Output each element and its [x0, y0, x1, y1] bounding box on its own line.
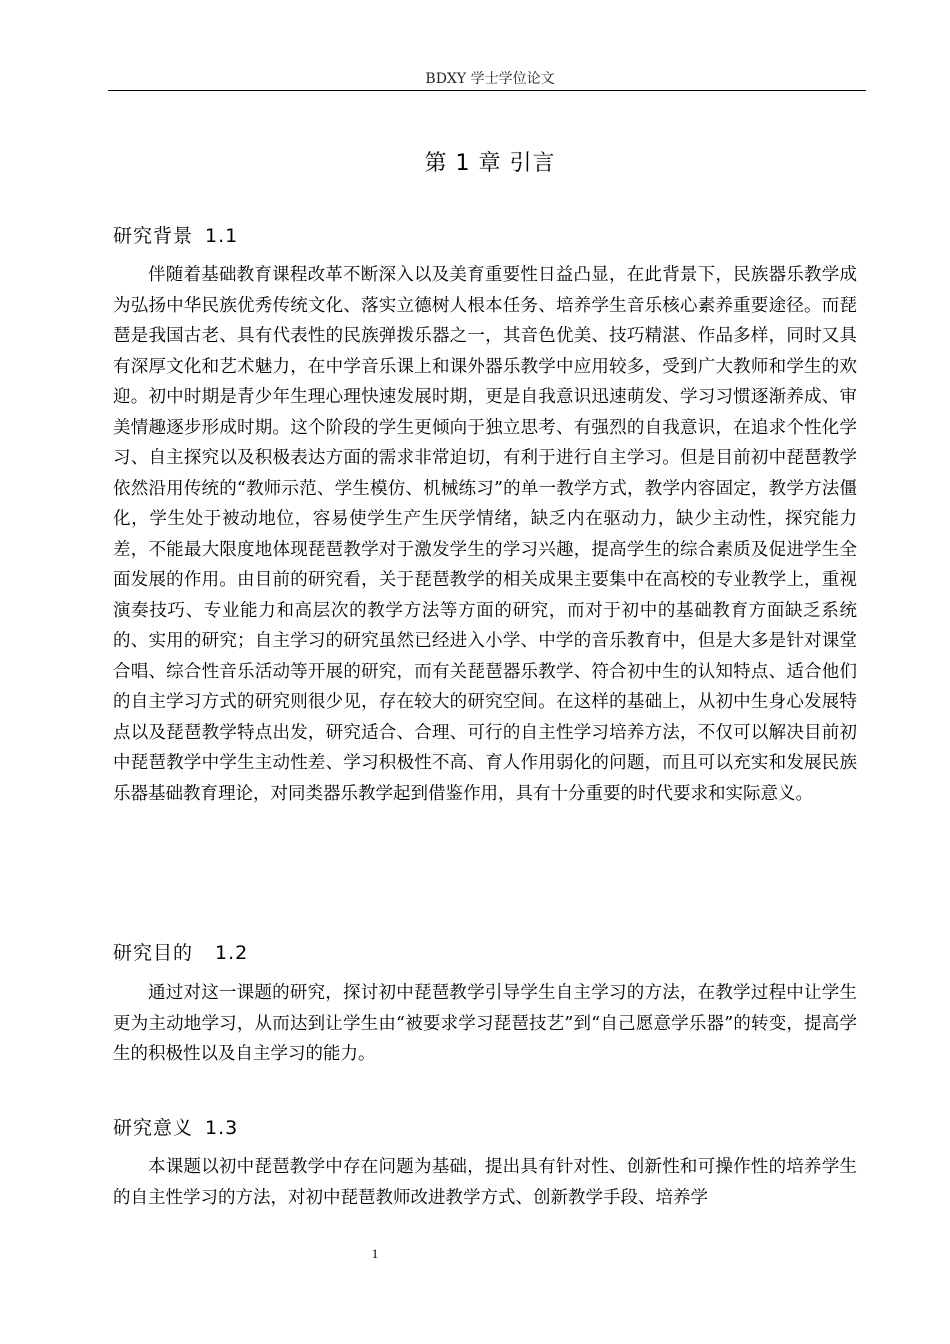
section-body-1-2: 通过对这一课题的研究，探讨初中琵琶教学引导学生自主学习的方法，在教学过程中让学生更为主动地学习，从而达到让学生由“被要求学习琵琶技艺”到“自己愿意学乐器”的转变，提高学生的积极性以及自主学习的能力。 [113, 983, 857, 1064]
section-number: 1.3 [205, 1117, 239, 1139]
section-title: 研究背景 [113, 225, 194, 247]
section-heading-1-1 [113, 221, 238, 248]
section-body-1-3: 本课题以初中琵琶教学中存在问题为基础，提出具有针对性、创新性和可操作性的培养学生的自主性学习的方法，对初中琵琶教师改进教学方式、创新教学手段、培养学 [113, 1157, 857, 1208]
section-number: 1.1 [205, 225, 239, 247]
section-title: 研究意义 [113, 1117, 194, 1139]
section-body-1-1: 伴随着基础教育课程改革不断深入以及美育重要性日益凸显，在此背景下，民族器乐教学成为弘扬中华民族优秀传统文化、落实立德树人根本任务、培养学生音乐核心素养重要途径。而琵琶是我国古老、具有代表性的民族弹拨乐器之一，其音色优美、技巧精湛、作品多样，同时又具有深厚文化和艺术魅力，在中学音乐课上和课外器乐教学中应用较多，受到广大教师和学生的欢迎。初中时期是青少年生理心理快速发展时期，更是自我意识迅速萌发、学习习惯逐渐养成、审美情趣逐步形成时期。这个阶段的学生更倾向于独立思考、有强烈的自我意识，在追求个性化学习、自主探究以及积极表达方面的需求非常迫切，有利于进行自主学习。但是目前初中琵琶教学依然沿用传统的“教师示范、学生模仿、机械练习”的单一教学方式，教学内容固定，教学方法僵化，学生处于被动地位，容易使学生产生厌学情绪，缺乏内在驱动力，缺少主动性，探究能力差，不能最大限度地体现琵琶教学对于激发学生的学习兴趣，提高学生的综合素质及促进学生全面发展的作用。由目前的研究看，关于琵琶教学的相关成果主要集中在高校的专业教学上，重视演奏技巧、专业能力和高层次的教学方法等方面的研究，而对于初中的基础教育方面缺乏系统的、实用的研究；自主学习的研究虽然已经进入小学、中学的音乐教育中，但是大多是针对课堂合唱、综合性音乐活动等开展的研究，而有关琵琶器乐教学、符合初中生的认知特点、适合他们的自主学习方式的研究则很少见，存在较大的研究空间。在这样的基础上，从初中生身心发展特点以及琵琶教学特点出发，研究适合、合理、可行的自主性学习培养方法，不仅可以解决目前初中琵琶教学中学生主动性差、学习积极性不高、育人作用弱化的问题，而且可以充实和发展民族乐器基础教育理论，对同类器乐教学起到借鉴作用，具有十分重要的时代要求和实际意义。 [113, 265, 857, 804]
page-number: 1 [371, 1246, 379, 1261]
header-rule [108, 90, 866, 91]
chapter-title: 第 1 章 引言 [424, 151, 556, 176]
section-heading-1-3 [113, 1113, 238, 1140]
section-heading-1-2 [113, 938, 248, 965]
running-header: BDXY 学士学位论文 [425, 71, 555, 87]
section-number: 1.2 [215, 942, 249, 964]
section-title: 研究目的 [113, 942, 194, 964]
